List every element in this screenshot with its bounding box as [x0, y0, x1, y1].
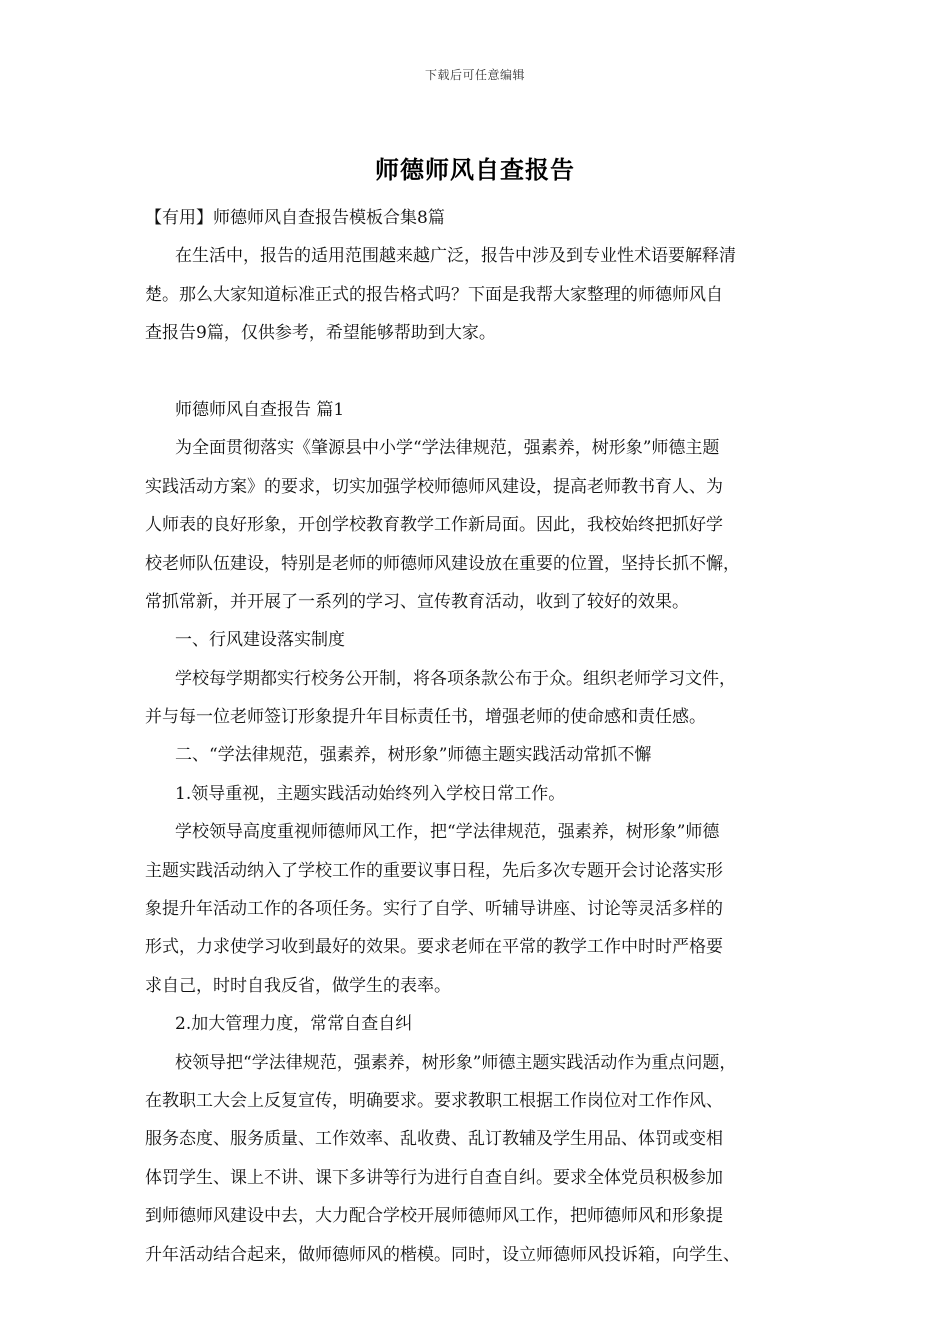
- paragraph-line: 人师表的良好形象，开创学校教育教学工作新局面。因此，我校始终把抓好学: [145, 515, 723, 536]
- paragraph-line: 并与每一位老师签订形象提升年目标责任书，增强老师的使命感和责任感。: [145, 707, 706, 728]
- document-subtitle: 【有用】师德师风自查报告模板合集8篇: [145, 208, 445, 228]
- paragraph-line: 实践活动方案》的要求，切实加强学校师德师风建设，提高老师教书育人、为: [145, 476, 723, 497]
- paragraph-line: 服务态度、服务质量、工作效率、乱收费、乱订教辅及学生用品、体罚或变相: [145, 1129, 723, 1150]
- paragraph-line: 为全面贯彻落实《肇源县中小学“学法律规范，强素养，树形象”师德主题: [175, 438, 720, 459]
- paragraph-line: 到师德师风建设中去，大力配合学校开展师德师风工作，把师德师风和形象提: [145, 1206, 723, 1227]
- subheading-one: 1.领导重视，主题实践活动始终列入学校日常工作。: [175, 783, 566, 804]
- paragraph-line: 象提升年活动工作的各项任务。实行了自学、听辅导讲座、讨论等灵活多样的: [145, 899, 723, 920]
- paragraph-line: 求自己，时时自我反省，做学生的表率。: [145, 975, 451, 996]
- intro-line: 在生活中，报告的适用范围越来越广泛，报告中涉及到专业性术语要解释清: [175, 246, 736, 267]
- paragraph-line: 校老师队伍建设，特别是老师的师德师风建设放在重要的位置，坚持长抓不懈，: [145, 553, 740, 574]
- paragraph-line: 升年活动结合起来，做师德师风的楷模。同时，设立师德师风投诉箱，向学生、: [145, 1244, 740, 1265]
- header-note: 下载后可任意编辑: [424, 68, 525, 82]
- paragraph-line: 主题实践活动纳入了学校工作的重要议事日程，先后多次专题开会讨论落实形: [145, 860, 723, 881]
- paragraph-line: 形式，力求使学习收到最好的效果。要求老师在平常的教学工作中时时严格要: [145, 937, 723, 958]
- paragraph-line: 体罚学生、课上不讲、课下多讲等行为进行自查自纠。要求全体党员积极参加: [145, 1167, 723, 1188]
- heading-two: 二、“学法律规范，强素养，树形象”师德主题实践活动常抓不懈: [175, 745, 652, 766]
- paragraph-line: 常抓常新，并开展了一系列的学习、宣传教育活动，收到了较好的效果。: [145, 591, 689, 612]
- heading-one: 一、行风建设落实制度: [175, 630, 345, 651]
- paragraph-line: 学校每学期都实行校务公开制，将各项条款公布于众。组织老师学习文件，: [175, 668, 736, 689]
- document-body: [145, 199, 825, 1274]
- paragraph-line: 校领导把“学法律规范，强素养，树形象”师德主题实践活动作为重点问题，: [175, 1052, 737, 1073]
- blank-line: [145, 353, 825, 391]
- section-heading: 师德师风自查报告 篇1: [175, 399, 345, 420]
- intro-line: 楚。那么大家知道标准正式的报告格式吗？下面是我帮大家整理的师德师风自: [145, 284, 723, 305]
- subheading-two: 2.加大管理力度，常常自查自纠: [175, 1014, 413, 1035]
- intro-line: 查报告9篇，仅供参考，希望能够帮助到大家。: [145, 323, 496, 344]
- paragraph-line: 在教职工大会上反复宣传，明确要求。要求教职工根据工作岗位对工作作风、: [145, 1090, 723, 1111]
- paragraph-line: 学校领导高度重视师德师风工作，把“学法律规范，强素养，树形象”师德: [175, 822, 720, 843]
- document-title: 师德师风自查报告: [375, 155, 575, 184]
